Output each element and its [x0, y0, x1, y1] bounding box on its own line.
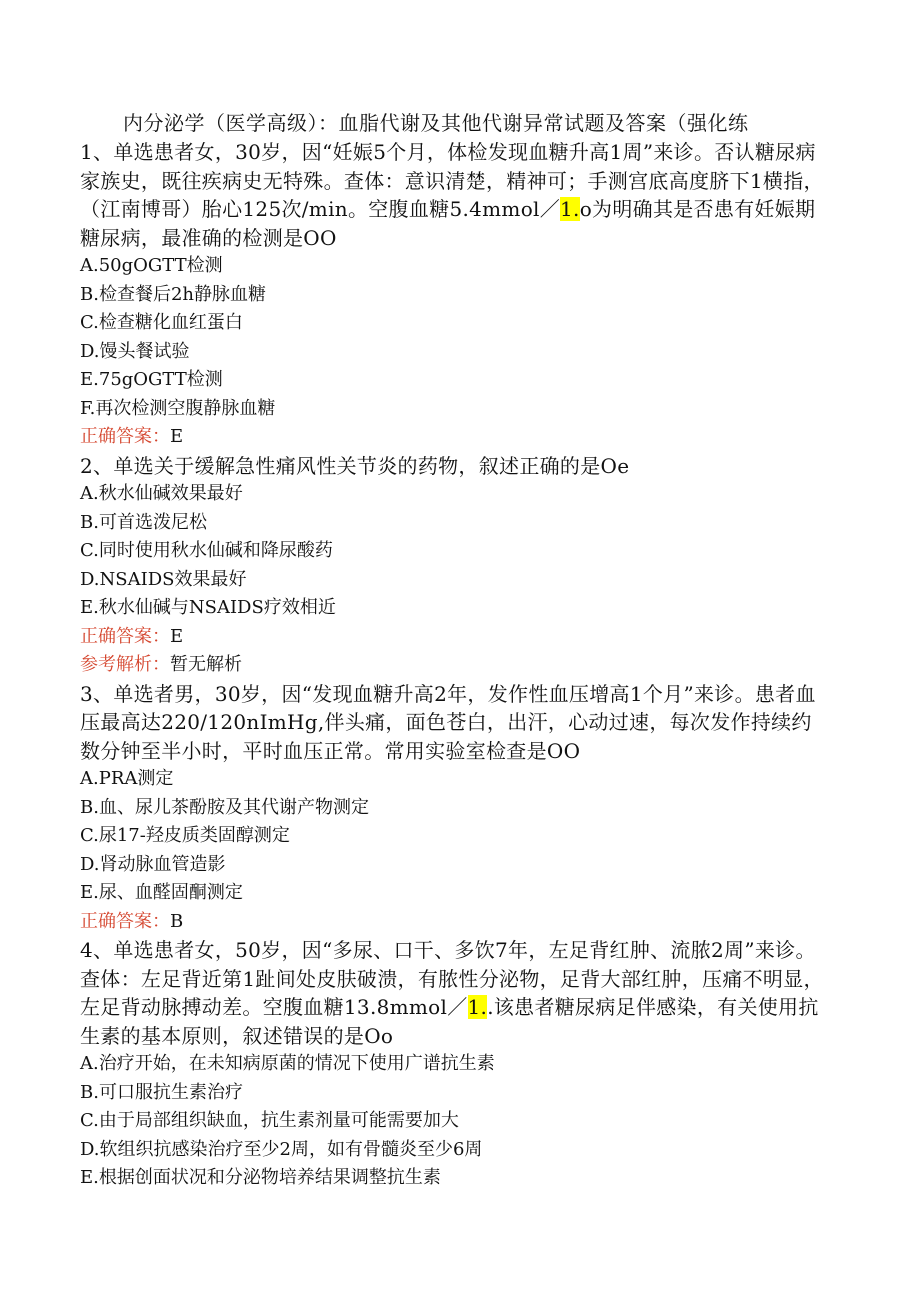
option-e: E.根据创面状况和分泌物培养结果调整抗生素 [80, 1167, 441, 1188]
option-a: A.治疗开始，在未知病原菌的情况下使用广谱抗生素 [80, 1053, 495, 1074]
option-b: B.可口服抗生素治疗 [80, 1081, 243, 1103]
answer-label: 正确答案： [80, 625, 170, 647]
option-e: E.尿、血醛固酮测定 [80, 882, 243, 903]
option-e: E.75gOGTT检测 [80, 369, 223, 390]
question-4 [80, 936, 830, 1193]
option-c: C.由于局部组织缺血，抗生素剂量可能需要加大 [80, 1110, 459, 1131]
answer-label: 正确答案： [80, 426, 170, 447]
option-a: A.PRA测定 [80, 768, 174, 789]
option-a: A.50gOGTT检测 [80, 255, 223, 276]
reference-analysis [80, 651, 830, 680]
analysis-label: 参考解析： [80, 654, 170, 675]
option-b: B.血、尿儿茶酚胺及其代谢产物测定 [80, 796, 369, 818]
option-b: B.检查餐后2h静脉血糖 [80, 283, 266, 305]
answer-value: E [170, 426, 184, 447]
question-list [80, 138, 830, 1193]
option-c: C.同时使用秋水仙碱和降尿酸药 [80, 540, 333, 561]
highlighted-text: 1. [467, 995, 488, 1019]
question-stem: 2、单选关于缓解急性痛风性关节炎的药物，叙述正确的是Oe [80, 453, 630, 478]
answer-value: B [170, 910, 184, 932]
option-a: A.秋水仙碱效果最好 [80, 483, 243, 504]
option-e: E.秋水仙碱与NSAIDS疗效相近 [80, 597, 336, 618]
correct-answer [80, 623, 830, 652]
question-stem: 1、单选患者女，30岁，因“妊娠5个月，体检发现血糖升高1周”来诊。否认糖尿病家族史，既往疾病史无特殊。查体：意识清楚，精神可；手测宫底高度脐下1横指，（江南博哥）胎心125次/min。空腹血糖5.4mmol／1.o为明确其是否患有妊娠期糖尿病，最准确的检测是OO [80, 140, 824, 250]
option-b: B.可首选泼尼松 [80, 511, 207, 533]
page-title: 内分泌学（医学高级）：血脂代谢及其他代谢异常试题及答案（强化练 [123, 111, 749, 135]
option-d: D.馒头餐试验 [80, 340, 190, 362]
answer-label: 正确答案： [80, 910, 170, 932]
analysis-value: 暂无解析 [170, 654, 242, 675]
highlighted-text: 1. [560, 197, 580, 221]
question-2 [80, 452, 830, 680]
question-stem: 4、单选患者女，50岁，因“多尿、口干、多饮7年，左足背红肿、流脓2周”来诊。查体：左足背近第1趾间处皮肤破溃，有脓性分泌物，足背大部红肿，压痛不明显，左足背动脉搏动差。空腹血糖13.8mmol／1..该患者糖尿病足伴感染，有关使用抗生素的基本原则，叙述错误的是Oo [80, 938, 824, 1048]
correct-answer [80, 423, 830, 452]
correct-answer [80, 908, 830, 937]
option-c: C.检查糖化血红蛋白 [80, 312, 243, 333]
option-d: D.软组织抗感染治疗至少2周，如有骨髓炎至少6周 [80, 1138, 483, 1160]
question-3 [80, 680, 830, 937]
question-stem: 3、单选者男，30岁，因“发现血糖升高2年，发作性血压增高1个月”来诊。患者血压最高达220/120nImHg,伴头痛，面色苍白，出汗，心动过速，每次发作持续约数分钟至半小时，平时血压正常。常用实验室检查是OO [80, 681, 816, 763]
option-f: F.再次检测空腹静脉血糖 [80, 397, 276, 419]
answer-value: E [170, 625, 184, 647]
option-d: D.肾动脉血管造影 [80, 853, 226, 875]
option-c: C.尿17-羟皮质类固醇测定 [80, 825, 290, 846]
option-d: D.NSAIDS效果最好 [80, 568, 247, 590]
question-1 [80, 138, 830, 452]
